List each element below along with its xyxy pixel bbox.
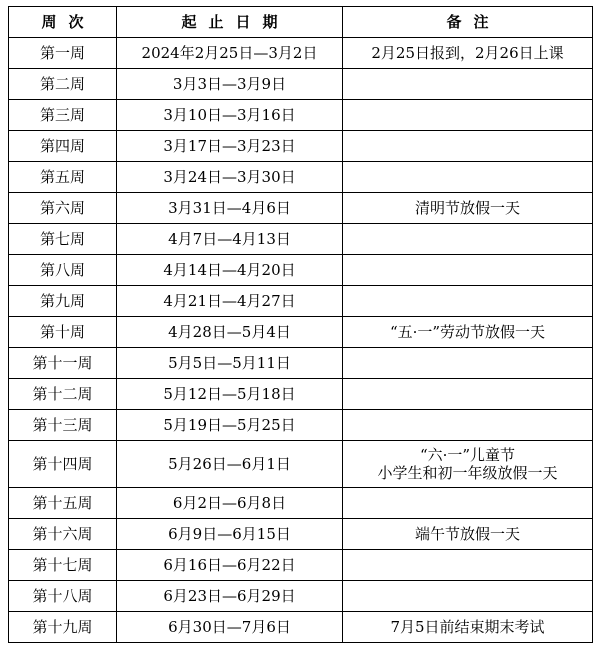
table-row xyxy=(9,100,593,131)
week-cell: 第十三周 xyxy=(9,410,117,441)
note-cell xyxy=(343,612,593,643)
note-text: 小学生和初一年级放假一天 xyxy=(377,464,558,482)
date-range-cell: 3月17日—3月23日 xyxy=(117,131,343,162)
date-range-cell: 3月24日—3月30日 xyxy=(117,162,343,193)
week-cell: 第十周 xyxy=(9,317,117,348)
table-row xyxy=(9,193,593,224)
week-cell: 第一周 xyxy=(9,38,117,69)
date-range-cell: 5月19日—5月25日 xyxy=(117,410,343,441)
note-cell xyxy=(343,379,593,410)
date-range-cell: 6月30日—7月6日 xyxy=(117,612,343,643)
note-cell xyxy=(343,131,593,162)
note-cell xyxy=(343,162,593,193)
week-cell: 第八周 xyxy=(9,255,117,286)
week-cell: 第十五周 xyxy=(9,488,117,519)
table-row xyxy=(9,488,593,519)
week-cell: 第十二周 xyxy=(9,379,117,410)
table-row xyxy=(9,255,593,286)
date-range-cell: 6月16日—6月22日 xyxy=(117,550,343,581)
table-row xyxy=(9,410,593,441)
week-cell: 第七周 xyxy=(9,224,117,255)
date-range-cell: 5月12日—5月18日 xyxy=(117,379,343,410)
date-range-cell: 6月2日—6月8日 xyxy=(117,488,343,519)
date-range-cell: 4月28日—5月4日 xyxy=(117,317,343,348)
note-cell xyxy=(343,286,593,317)
table-row xyxy=(9,69,593,100)
date-range-cell: 5月5日—5月11日 xyxy=(117,348,343,379)
note-cell xyxy=(343,193,593,224)
date-range-cell: 4月21日—4月27日 xyxy=(117,286,343,317)
table-row xyxy=(9,286,593,317)
note-text: “五·一”劳动节放假一天 xyxy=(389,323,546,341)
note-cell xyxy=(343,488,593,519)
week-cell: 第五周 xyxy=(9,162,117,193)
note-text: 端午节放假一天 xyxy=(414,525,520,543)
note-cell xyxy=(343,38,593,69)
date-range-cell: 4月14日—4月20日 xyxy=(117,255,343,286)
note-cell xyxy=(343,348,593,379)
note-text: “六·一”儿童节 xyxy=(419,446,516,464)
note-cell xyxy=(343,100,593,131)
note-cell xyxy=(343,519,593,550)
week-cell: 第十四周 xyxy=(9,441,117,488)
table-row xyxy=(9,519,593,550)
date-range-cell: 6月9日—6月15日 xyxy=(117,519,343,550)
week-cell: 第十八周 xyxy=(9,581,117,612)
week-cell: 第十九周 xyxy=(9,612,117,643)
date-range-cell: 3月3日—3月9日 xyxy=(117,69,343,100)
week-cell: 第十六周 xyxy=(9,519,117,550)
note-cell xyxy=(343,69,593,100)
date-range-cell: 6月23日—6月29日 xyxy=(117,581,343,612)
table-row xyxy=(9,317,593,348)
table-row xyxy=(9,379,593,410)
week-cell: 第四周 xyxy=(9,131,117,162)
note-cell xyxy=(343,317,593,348)
week-cell: 第十一周 xyxy=(9,348,117,379)
date-range-cell: 4月7日—4月13日 xyxy=(117,224,343,255)
table-row xyxy=(9,162,593,193)
note-cell xyxy=(343,581,593,612)
week-cell: 第二周 xyxy=(9,69,117,100)
table-body xyxy=(9,38,593,643)
school-calendar-table xyxy=(8,6,593,643)
week-cell: 第六周 xyxy=(9,193,117,224)
week-cell: 第十七周 xyxy=(9,550,117,581)
note-text: 清明节放假一天 xyxy=(414,199,520,217)
note-cell xyxy=(343,410,593,441)
table-row xyxy=(9,348,593,379)
date-range-cell: 2024年2月25日—3月2日 xyxy=(117,38,343,69)
table-row xyxy=(9,550,593,581)
date-range-cell: 3月10日—3月16日 xyxy=(117,100,343,131)
note-cell xyxy=(343,255,593,286)
note-text: 7月5日前结束期末考试 xyxy=(390,618,545,636)
header-notes: 备注 xyxy=(343,7,593,38)
week-cell: 第九周 xyxy=(9,286,117,317)
table-row xyxy=(9,581,593,612)
note-cell xyxy=(343,550,593,581)
date-range-cell: 3月31日—4月6日 xyxy=(117,193,343,224)
table-row xyxy=(9,131,593,162)
table-row xyxy=(9,224,593,255)
table-row xyxy=(9,612,593,643)
note-cell xyxy=(343,224,593,255)
note-text: 2月25日报到，2月26日上课 xyxy=(371,44,564,62)
week-cell: 第三周 xyxy=(9,100,117,131)
note-cell xyxy=(343,441,593,488)
header-dates: 起止日期 xyxy=(117,7,343,38)
header-row xyxy=(9,7,593,38)
table-row xyxy=(9,441,593,488)
table-row xyxy=(9,38,593,69)
header-week: 周次 xyxy=(9,7,117,38)
date-range-cell: 5月26日—6月1日 xyxy=(117,441,343,488)
